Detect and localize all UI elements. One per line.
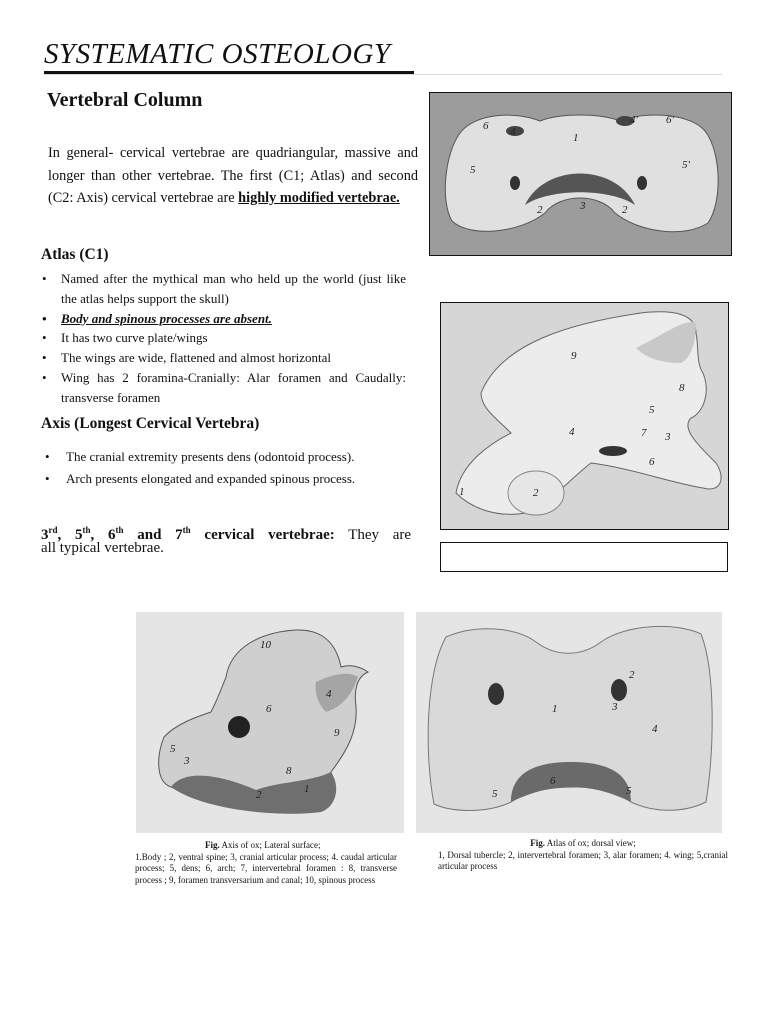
- bone-label: 6: [550, 775, 556, 787]
- list-item: • Named after the mythical man who held up the world (just like the atlas helps support the skull): [41, 269, 406, 309]
- bone-label: 4: [569, 426, 575, 438]
- bone-label: 1: [552, 703, 558, 715]
- bone-label: 3: [612, 701, 618, 713]
- atlas-heading: Atlas (C1): [41, 246, 109, 263]
- ordinal-3: 3: [41, 527, 49, 543]
- bone-label: 6': [666, 114, 674, 126]
- bone-label: 5: [170, 743, 176, 755]
- list-item: • It has two curve plate/wings: [41, 328, 406, 348]
- caption-title: [135, 840, 397, 852]
- list-item: • Body and spinous processes are absent.: [41, 309, 406, 329]
- caption-body: 1, Dorsal tubercle; 2, intervertebral foramen; 3, alar foramen; 4. wing; 5,cranial articular process: [438, 849, 728, 871]
- ordinal-5: 5: [74, 527, 83, 543]
- bone-label: 5: [649, 404, 655, 416]
- bone-label: 3: [665, 431, 671, 443]
- bone-label: 7: [641, 427, 647, 439]
- bone-label: 6: [649, 456, 655, 468]
- intro-paragraph: [48, 142, 418, 210]
- ordinal-suffix: th: [182, 525, 191, 535]
- bone-label: 4: [326, 688, 332, 700]
- axis-heading: Axis (Longest Cervical Vertebra): [41, 415, 260, 432]
- typical-vertebrae-line: 3rd, 5th, 6th and 7th cervical vertebrae: They are: [41, 525, 412, 543]
- ordinal-suffix: th: [115, 525, 124, 535]
- bone-label: 6: [266, 703, 272, 715]
- bone-label: 2: [622, 204, 628, 216]
- list-item: • Arch presents elongated and expanded spinous process.: [44, 468, 412, 490]
- header-divider: [44, 74, 722, 75]
- bone-label: 2: [533, 487, 539, 499]
- conjunction: and: [137, 527, 162, 543]
- ordinal-6: 6: [107, 527, 116, 543]
- bone-label: 10: [260, 639, 271, 651]
- ordinal-suffix: th: [82, 525, 91, 535]
- bone-label: 1: [459, 486, 465, 498]
- bone-label: 3: [184, 755, 190, 767]
- ordinal-7: 7: [175, 527, 183, 543]
- bone-label: 5': [682, 159, 690, 171]
- atlas-figure-illustration: [416, 612, 722, 833]
- bone-label: 1: [573, 132, 579, 144]
- axis-figure-caption: [135, 840, 397, 886]
- axis-list: [44, 446, 412, 490]
- bone-label: 9: [571, 350, 577, 362]
- intro-emphasis: highly modified vertebrae.: [238, 190, 400, 206]
- caption-title-text: Atlas of ox; dorsal view;: [546, 838, 636, 848]
- bone-label: 2: [629, 669, 635, 681]
- bone-label: 9: [334, 727, 340, 739]
- caption-fig-label: Fig.: [530, 838, 545, 848]
- typical-label: cervical vertebrae:: [204, 527, 335, 543]
- typical-tail: They are: [348, 527, 412, 543]
- caption-fig-label: Fig.: [205, 840, 220, 850]
- list-item: • The wings are wide, flattened and almost horizontal: [41, 348, 406, 368]
- section-title: Vertebral Column: [47, 89, 203, 111]
- bone-label: 4': [630, 114, 638, 126]
- caption-body: 1.Body ; 2, ventral spine; 3, cranial articular process; 4. caudal articular process; 5, dens; 6, arch; 7, intervertebral foramen : 8, transverse process ; 9, foramen transversarium and canal; 10, spinous process: [135, 851, 397, 885]
- bone-label: 8: [286, 765, 292, 777]
- bone-label: 2: [256, 789, 262, 801]
- list-item: • Wing has 2 foramina-Cranially: Alar foramen and Caudally: transverse foramen: [41, 368, 406, 408]
- intro-text: In general- cervical vertebrae are quadriangular, massive and longer than other vertebrae. The first (C1; Atlas) and second (C2: Axis) cervical vertebrae are: [48, 145, 418, 206]
- bone-label: 8: [679, 382, 685, 394]
- bone-label: 5: [470, 164, 476, 176]
- empty-caption-box: [440, 542, 728, 572]
- axis-photo-illustration: [441, 303, 728, 529]
- bone-label: 5: [626, 785, 632, 797]
- bone-label: 7: [235, 722, 241, 734]
- caption-title: [438, 838, 728, 850]
- axis-photo-lateral: [440, 302, 729, 530]
- bone-label: 1: [304, 783, 310, 795]
- bone-label: 5: [492, 788, 498, 800]
- ordinal-suffix: rd: [48, 525, 58, 535]
- atlas-dorsal-figure: [416, 612, 722, 833]
- bone-label: 4: [652, 723, 658, 735]
- axis-lateral-figure: [136, 612, 404, 833]
- atlas-photo-top: [429, 92, 732, 256]
- list-item: • The cranial extremity presents dens (odontoid process).: [44, 446, 412, 468]
- bone-label: 3: [580, 200, 586, 212]
- page-title: SYSTEMATIC OSTEOLOGY: [44, 38, 391, 70]
- typical-line-2: all typical vertebrae.: [41, 540, 164, 556]
- axis-figure-illustration: [136, 612, 404, 833]
- atlas-list: [41, 269, 406, 408]
- caption-title-text: Axis of ox; Lateral surface;: [221, 840, 321, 850]
- atlas-photo-illustration: [430, 93, 731, 255]
- bone-label: 6: [483, 120, 489, 132]
- atlas-figure-caption: [438, 838, 728, 873]
- bone-label: 2: [537, 204, 543, 216]
- bone-label: 4: [510, 126, 516, 138]
